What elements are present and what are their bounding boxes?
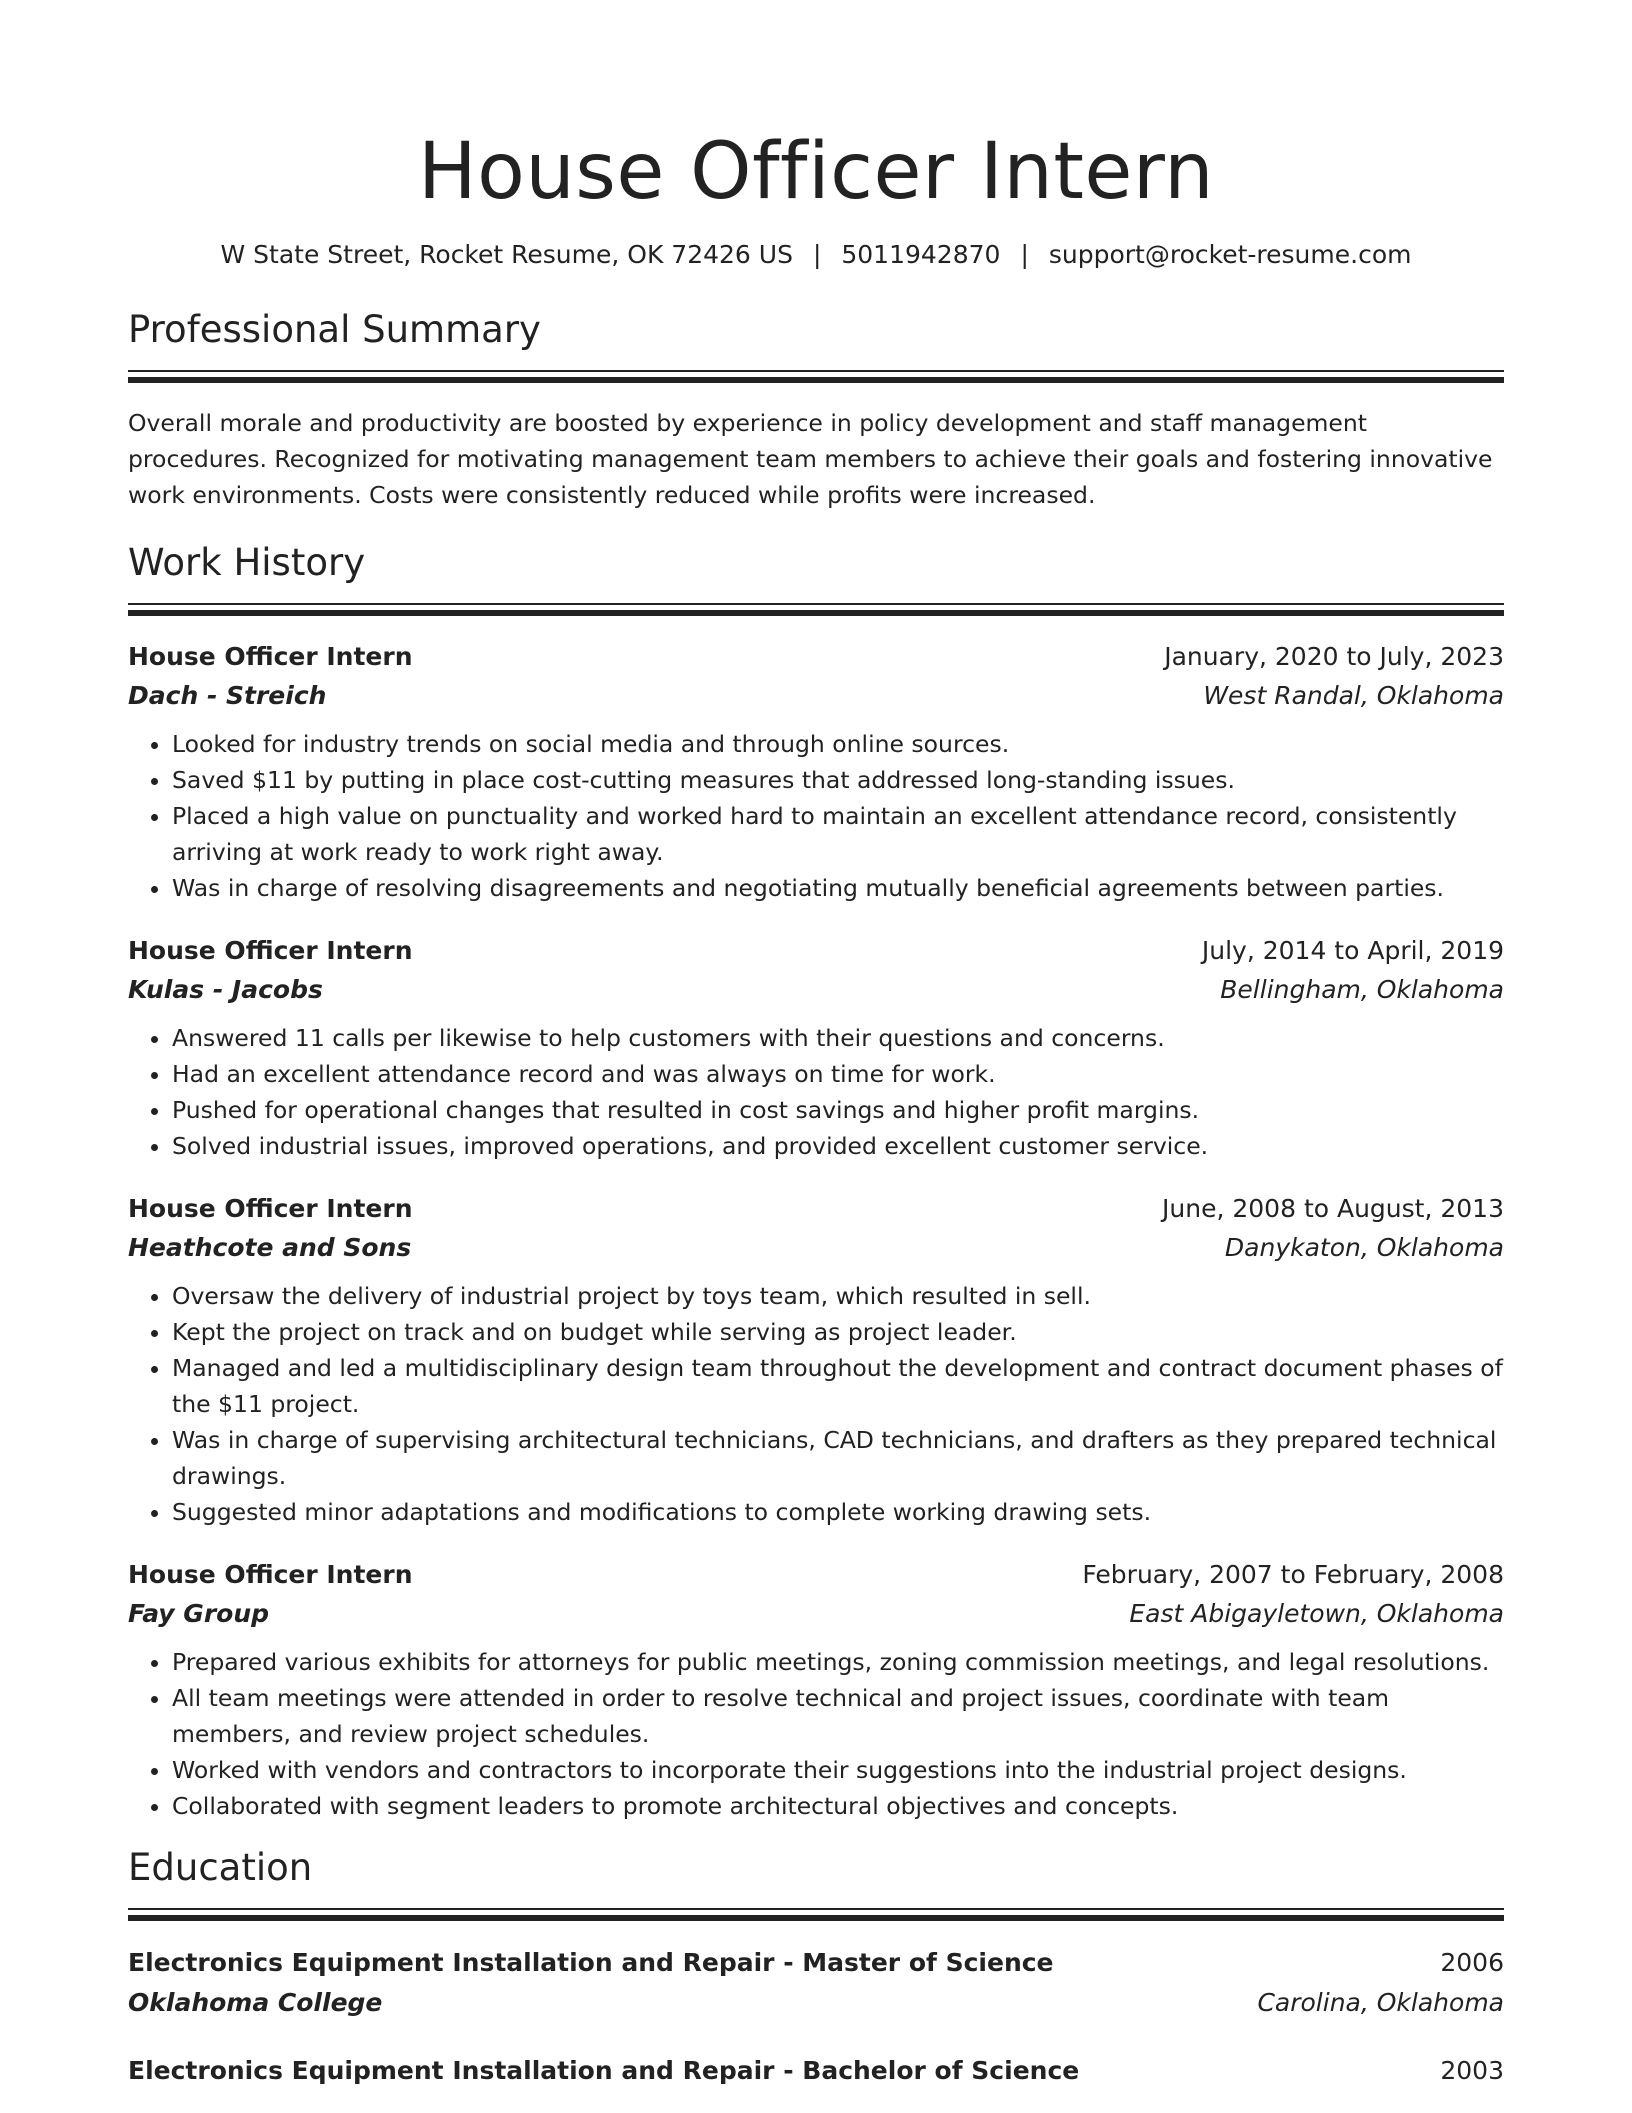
summary-section (128, 306, 1504, 513)
list-item: • Answered 11 calls per likewise to help customers with their questions and concerns. (172, 1020, 1504, 1056)
list-item: • Was in charge of resolving disagreements and negotiating mutually beneficial agreements between parties. (172, 870, 1504, 906)
list-item: • Was in charge of supervising architectural technicians, CAD technicians, and drafters as they prepared technical drawings. (172, 1422, 1504, 1494)
contact-email[interactable]: support@rocket-resume.com (1048, 240, 1412, 269)
job-company: Fay Group (128, 1599, 270, 1628)
list-item: • Oversaw the delivery of industrial project by toys team, which resulted in sell. (172, 1278, 1504, 1314)
work-history-section (128, 539, 1504, 1824)
list-item: • Collaborated with segment leaders to promote architectural objectives and concepts. (172, 1788, 1504, 1824)
list-item: • All team meetings were attended in order to resolve technical and project issues, coordinate with team members, and review project schedules. (172, 1680, 1504, 1752)
job-bullets (128, 1020, 1504, 1164)
contact-separator: | (812, 240, 822, 269)
candidate-name: House Officer Intern (417, 127, 1215, 217)
list-item: • Managed and led a multidisciplinary design team throughout the development and contract document phases of the $11 project. (172, 1350, 1504, 1422)
contact-phone: 5011942870 (841, 240, 1001, 269)
job-entry (128, 932, 1504, 1164)
list-item: • Worked with vendors and contractors to incorporate their suggestions into the industrial project designs. (172, 1752, 1504, 1788)
education-year: 2003 (1440, 2056, 1504, 2085)
job-company: Heathcote and Sons (128, 1233, 412, 1262)
education-school: Oklahoma College (128, 1988, 383, 2017)
list-item: • Pushed for operational changes that resulted in cost savings and higher profit margins. (172, 1092, 1504, 1128)
education-entry (128, 1943, 1504, 2023)
job-dates: June, 2008 to August, 2013 (1162, 1194, 1504, 1223)
job-company: Dach - Streich (128, 681, 327, 710)
job-title: House Officer Intern (128, 1194, 413, 1223)
job-entry (128, 1556, 1504, 1824)
list-item: • Kept the project on track and on budget while serving as project leader. (172, 1314, 1504, 1350)
job-bullets (128, 726, 1504, 906)
job-title: House Officer Intern (128, 1560, 413, 1589)
job-company: Kulas - Jacobs (128, 975, 323, 1004)
list-item: • Solved industrial issues, improved operations, and provided excellent customer service. (172, 1128, 1504, 1164)
contact-separator: | (1020, 240, 1029, 269)
section-divider (128, 603, 1504, 616)
resume-content (128, 0, 1504, 2113)
list-item: • Had an excellent attendance record and was always on time for work. (172, 1056, 1504, 1092)
job-title: House Officer Intern (128, 642, 413, 671)
job-bullets (128, 1278, 1504, 1530)
list-item: • Placed a high value on punctuality and worked hard to maintain an excellent attendance record, consistently arriving at work ready to work right away. (172, 798, 1504, 870)
list-item: • Suggested minor adaptations and modifications to complete working drawing sets. (172, 1494, 1504, 1530)
education-degree: Electronics Equipment Installation and Repair - Master of Science (128, 1948, 1054, 1977)
job-entry (128, 1190, 1504, 1530)
job-entry (128, 638, 1504, 906)
section-divider (128, 1908, 1504, 1921)
job-location: East Abigayletown, Oklahoma (1129, 1599, 1504, 1628)
list-item: • Prepared various exhibits for attorneys for public meetings, zoning commission meetings, and legal resolutions. (172, 1644, 1504, 1680)
education-year: 2006 (1440, 1948, 1504, 1977)
job-dates: July, 2014 to April, 2019 (1201, 936, 1504, 965)
job-bullets (128, 1644, 1504, 1824)
section-title-summary: Professional Summary (128, 308, 541, 351)
education-section (128, 1844, 1504, 2091)
job-dates: February, 2007 to February, 2008 (1082, 1560, 1504, 1589)
section-title-education: Education (128, 1846, 313, 1889)
job-location: Danykaton, Oklahoma (1224, 1233, 1504, 1262)
education-location: Carolina, Oklahoma (1257, 1988, 1504, 2017)
job-dates: January, 2020 to July, 2023 (1164, 642, 1504, 671)
job-location: Bellingham, Oklahoma (1220, 975, 1504, 1004)
section-title-work-history: Work History (128, 541, 366, 584)
job-location: West Randal, Oklahoma (1203, 681, 1504, 710)
job-list (128, 638, 1504, 1824)
job-title: House Officer Intern (128, 936, 413, 965)
summary-text: Overall morale and productivity are boosted by experience in policy development and staff management procedures. Recognized for motivating management team members to achieve their goals and fostering innovative work environments. Costs were consistently reduced while profits were increased. (128, 409, 1493, 509)
list-item: • Looked for industry trends on social media and through online sources. (172, 726, 1504, 762)
contact-line (128, 238, 1504, 272)
education-entry (128, 2051, 1504, 2091)
list-item: • Saved $11 by putting in place cost-cutting measures that addressed long-standing issues. (172, 762, 1504, 798)
contact-address: W State Street, Rocket Resume, OK 72426 US (220, 240, 793, 269)
section-divider (128, 370, 1504, 383)
education-degree: Electronics Equipment Installation and Repair - Bachelor of Science (128, 2056, 1080, 2085)
